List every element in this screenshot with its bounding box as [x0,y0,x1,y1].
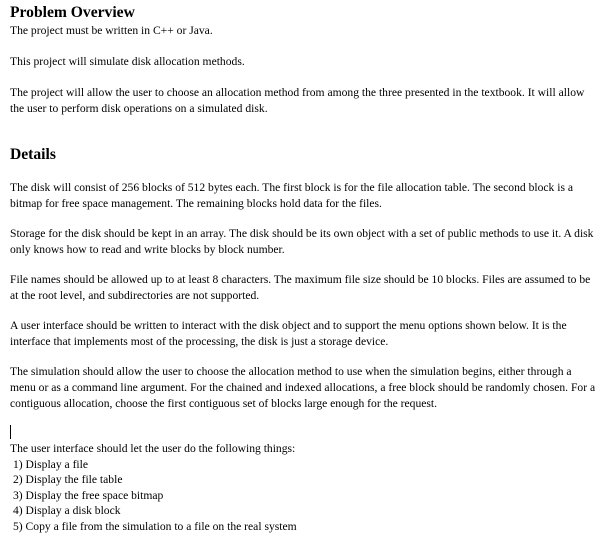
list-item: 1) Display a file [13,458,89,471]
list-item: 4) Display a disk block [13,504,121,518]
menu-options-list [13,457,297,534]
problem-overview-heading: Problem Overview [10,4,135,21]
list-item: 2) Display the file table [13,473,123,487]
details-paragraph-simulation: The simulation should allow the user to choose the allocation method to use when the simulation begins, either through a menu or as a command line argument. For the chained and indexed allocations, a free block should be randomly chosen. For a contiguous allocation, choose the first contiguous set of blocks large enough for the request. [10,365,596,410]
details-heading: Details [10,146,56,163]
details-paragraph-filenames: File names should be allowed up to at least 8 characters. The maximum file size should be 10 blocks. Files are assumed to be at the root level, and subdirectories are not supported. [10,273,591,302]
details-paragraph-disk: The disk will consist of 256 blocks of 512 bytes each. The first block is for the file allocation table. The second block is a bitmap for free space management. The remaining blocks hold data for the files. [10,181,574,210]
overview-paragraph-purpose: This project will simulate disk allocation methods. [10,55,245,68]
list-item: 3) Display the free space bitmap [13,488,164,502]
details-paragraph-menu-intro: The user interface should let the user do the following things: [10,442,296,455]
list-item: 5) Copy a file from the simulation to a file on the real system [13,519,297,533]
overview-paragraph-language: The project must be written in C++ or Java. [10,24,213,37]
details-paragraph-interface: A user interface should be written to interact with the disk object and to support the menu options shown below. It is the interface that implements most of the processing, the disk is just a storage device. [10,319,567,348]
overview-paragraph-scope: The project will allow the user to choose an allocation method from among the three presented in the textbook. It will allow the user to perform disk operations on a simulated disk. [10,86,585,115]
text-cursor [10,425,11,439]
details-paragraph-storage: Storage for the disk should be kept in an array. The disk should be its own object with a set of public methods to use it. A disk only knows how to read and write blocks by block number. [10,227,594,256]
